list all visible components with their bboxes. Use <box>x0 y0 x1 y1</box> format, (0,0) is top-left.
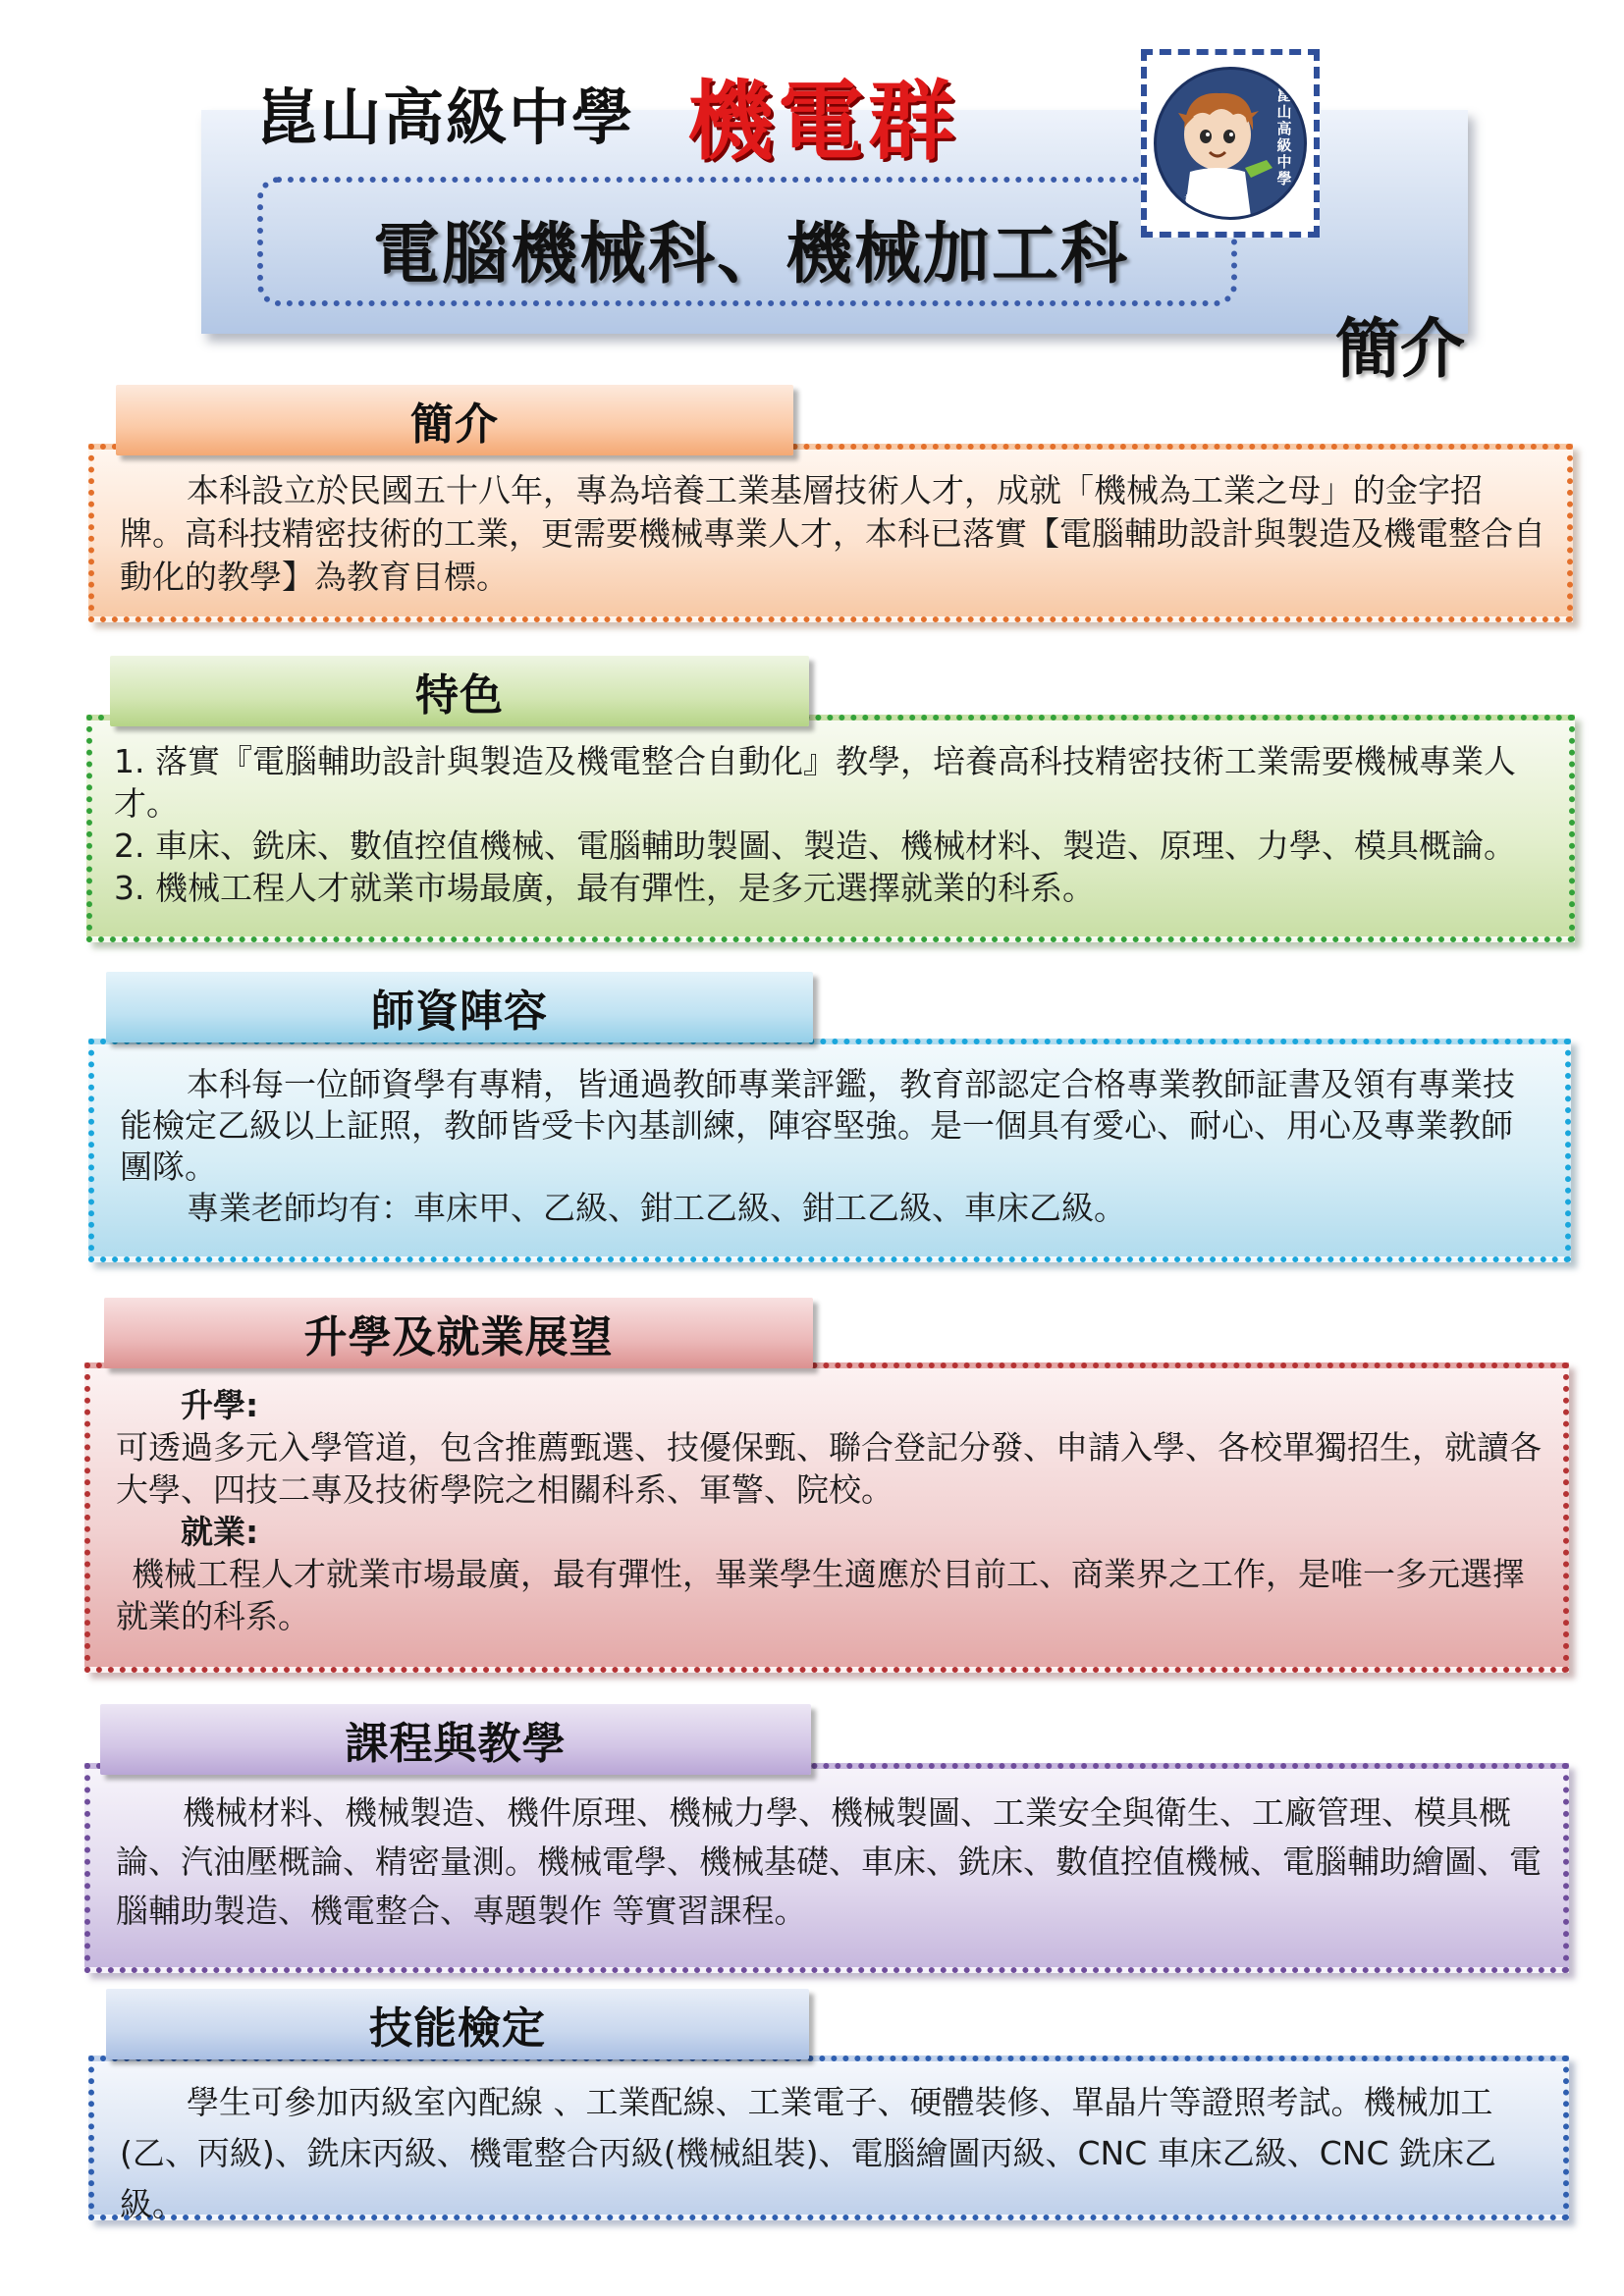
job-label: 就業: <box>181 1513 259 1551</box>
section-title-intro: 簡介 <box>116 385 793 455</box>
school-name: 崑山高級中學 <box>257 81 635 153</box>
job-text: 機械工程人才就業市場最廣，最有彈性，畢業學生適應於目前工、商業界之工作，是唯一多元選擇就業的科系。 <box>116 1555 1525 1635</box>
feature-item-2: 2. 車床、銑床、數值控值機械、電腦輔助製圖、製造、機械材料、製造、原理、力學、模具概論。 <box>114 827 1516 865</box>
section-title-faculty: 師資陣容 <box>106 972 813 1042</box>
courses-box <box>84 1763 1569 1973</box>
faculty-box <box>88 1039 1571 1262</box>
skills-text: 學生可參加丙級室內配線 、工業配線、工業電子、硬體裝修、單晶片等證照考試。機械加工(乙、丙級)、銑床丙級、機電整合丙級(機械組裝)、電腦繪圖丙級、CNC 車床乙級、CNC 銑床乙級。 <box>120 2083 1497 2223</box>
school-logo <box>1141 49 1320 238</box>
intro-heading: 簡介 <box>1335 311 1465 387</box>
courses-text: 機械材料、機械製造、機件原理、機械力學、機械製圖、工業安全與衛生、工廠管理、模具概論、汽油壓概論、精密量測。機械電學、機械基礎、車床、銑床、數值控值機械、電腦輔助繪圖、電腦輔助製造、機電整合、專題製作 等實習課程。 <box>116 1793 1542 1930</box>
logo-vertical-text: 崑山高級中學 <box>1276 86 1292 187</box>
mascot-emblem <box>1154 67 1307 220</box>
section-title-outlook: 升學及就業展望 <box>104 1298 813 1368</box>
group-name: 機電群 <box>687 71 959 172</box>
intro-box <box>88 444 1573 622</box>
faculty-certs: 專業老師均有：車床甲、乙級、鉗工乙級、鉗工乙級、車床乙級。 <box>187 1189 1126 1227</box>
intro-text: 本科設立於民國五十八年，專為培養工業基層技術人才，成就「機械為工業之母」的金字招牌。高科技精密技術的工業，更需要機械專業人才，本科已落實【電腦輔助設計與製造及機電整合自動化的教學】為教育目標。 <box>120 471 1545 596</box>
outlook-box <box>84 1362 1569 1673</box>
feature-item-3: 3. 機械工程人才就業市場最廣，最有彈性，是多元選擇就業的科系。 <box>114 869 1095 907</box>
section-title-features: 特色 <box>110 656 809 726</box>
department-names: 電腦機械科、機械加工科 <box>373 216 1130 294</box>
feature-item-1: 1. 落實『電腦輔助設計與製造及機電整合自動化』教學，培養高科技精密技術工業需要機械專業人才。 <box>114 742 1516 823</box>
section-title-courses: 課程與教學 <box>100 1704 811 1775</box>
skills-box <box>88 2056 1569 2223</box>
features-box <box>86 715 1575 942</box>
study-label: 升學: <box>181 1386 259 1424</box>
section-title-skills: 技能檢定 <box>106 1989 809 2059</box>
study-text: 可透過多元入學管道，包含推薦甄選、技優保甄、聯合登記分發、申請入學、各校單獨招生，就讀各大學、四技二專及技術學院之相關科系、軍警、院校。 <box>116 1428 1542 1509</box>
faculty-text: 本科每一位師資學有專精，皆通過教師專業評鑑，教育部認定合格專業教師証書及領有專業技能檢定乙級以上証照，教師皆受卡內基訓練，陣容堅強。是一個具有愛心、耐心、用心及專業教師團隊。 <box>120 1065 1515 1186</box>
logo-caption: 機械科圖書 <box>1184 193 1244 207</box>
